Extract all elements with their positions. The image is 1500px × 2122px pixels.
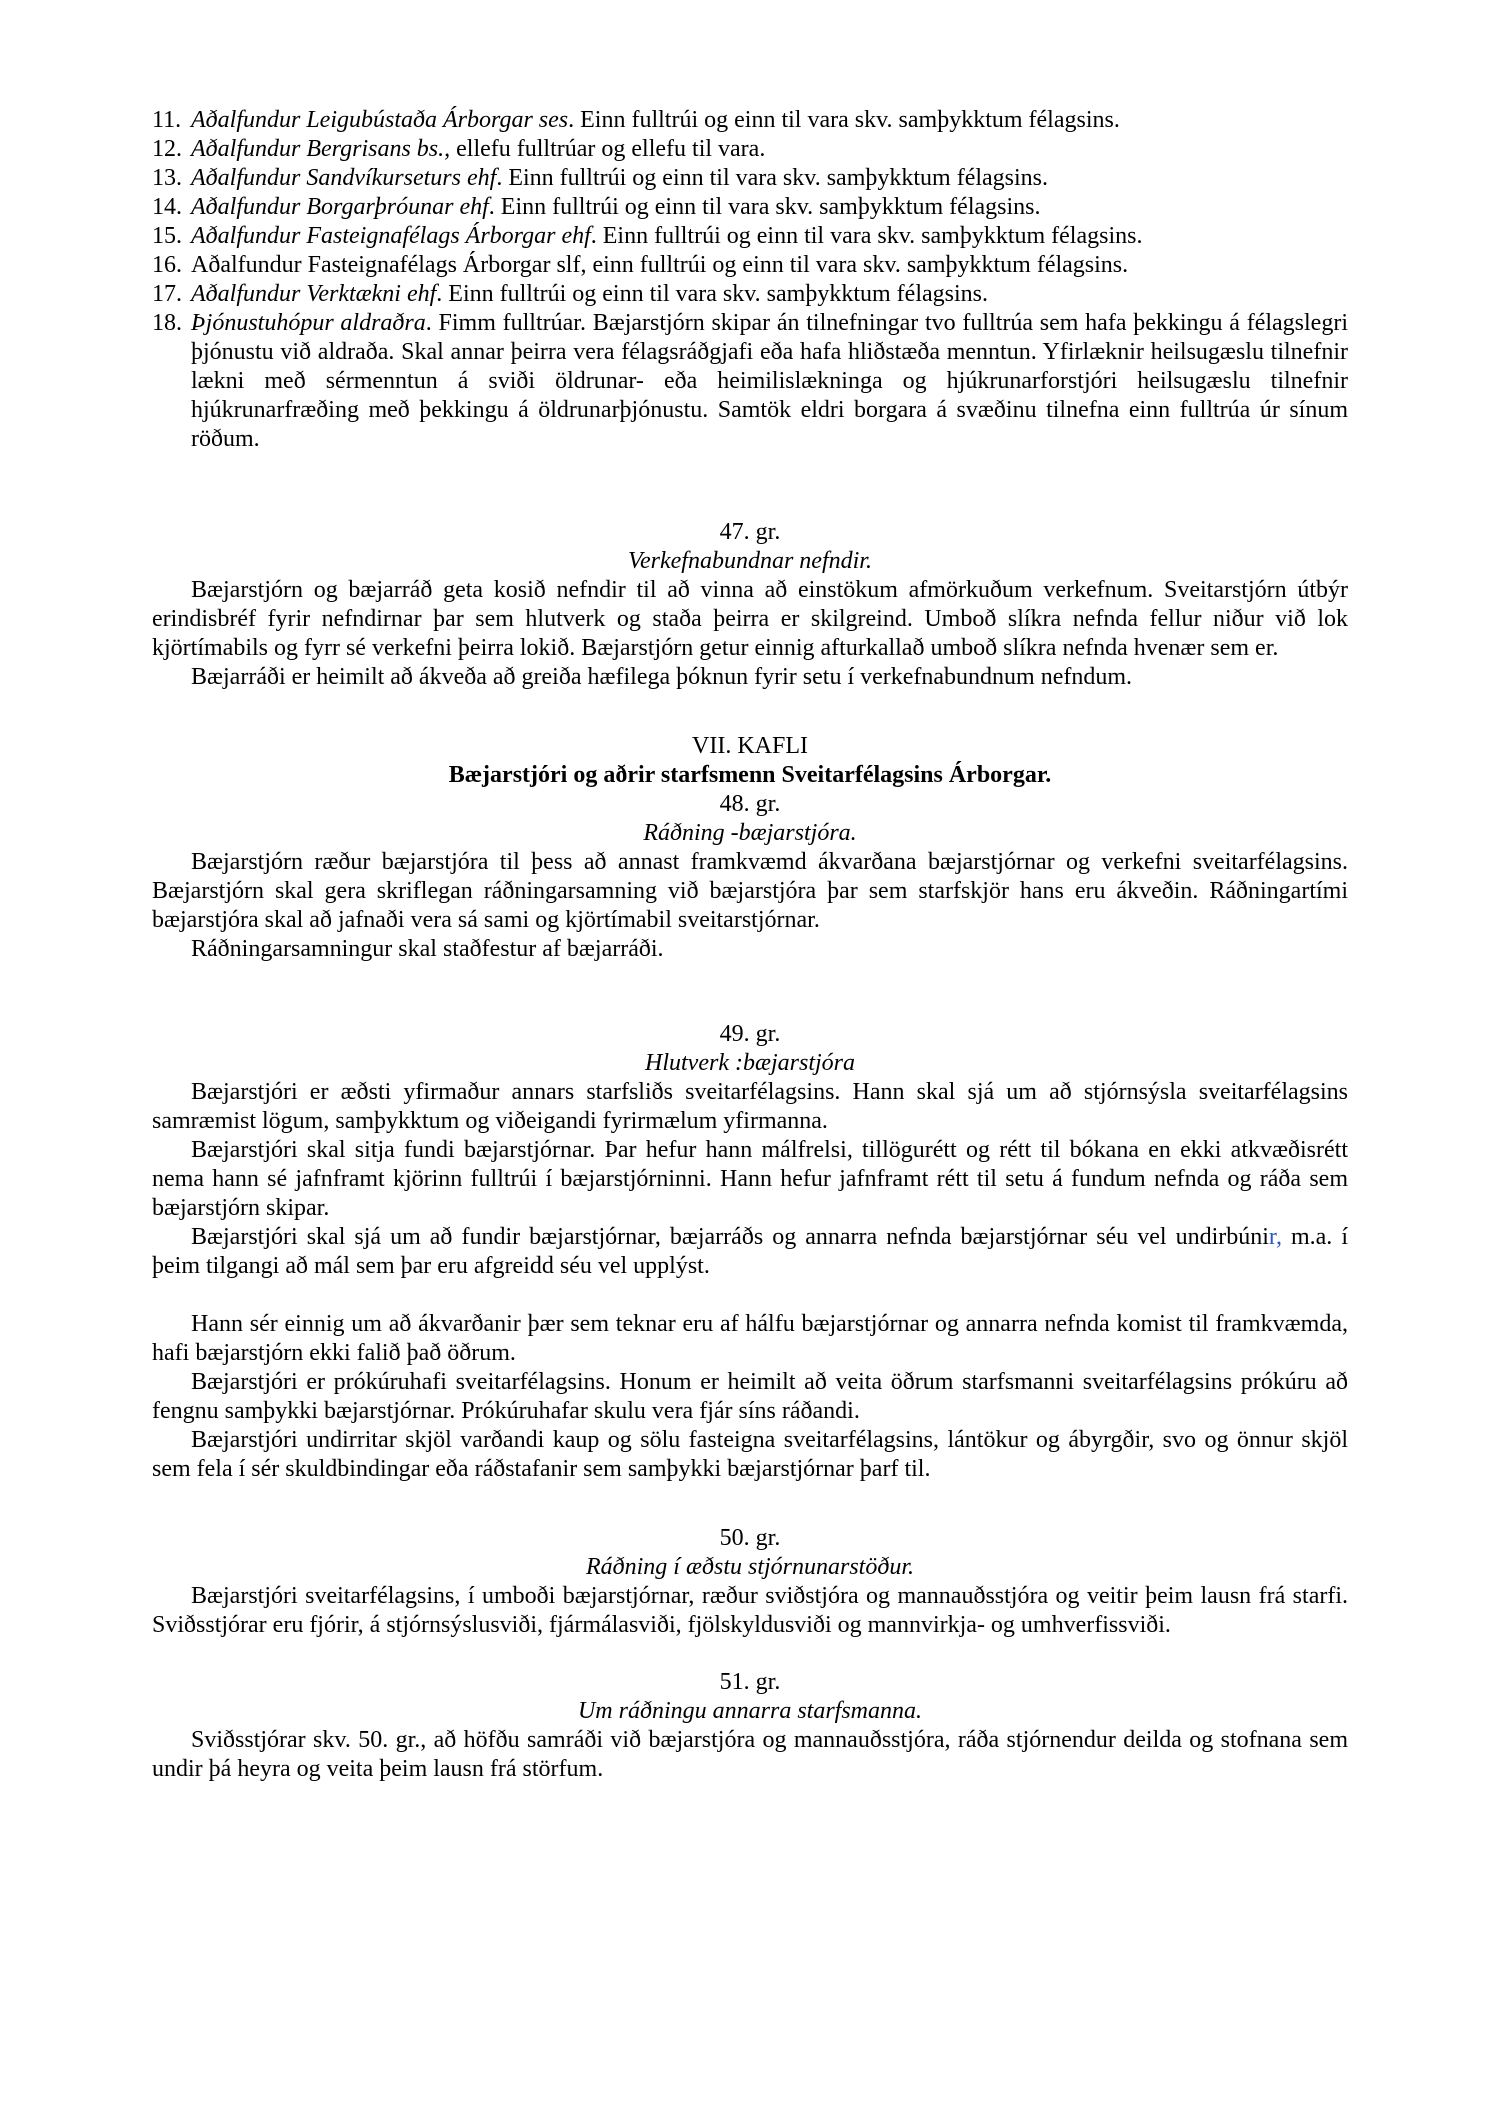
list-item-description: . Einn fulltrúi og einn til vara skv. samþykktum félagsins. xyxy=(488,194,1041,220)
paragraph: Ráðningarsamningur skal staðfestur af bæjarráði. xyxy=(191,936,664,962)
list-item-text xyxy=(191,164,1348,193)
paragraph: Bæjarstjórn ræður bæjarstjóra til þess að annast framkvæmd ákvarðana bæjarstjórnar og verkefni sveitarfélagsins. Bæjarstjórn skal gera skriflegan ráðningarsamning við bæjarstjóra þar sem starfskjör hans eru ákveðin. Ráðningartími bæjarstjóra skal að jafnaði vera sá sami og kjörtímabil sveitarstjórnar. xyxy=(152,849,1348,933)
section-47-subtitle: Verkefnabundnar nefndir. xyxy=(628,548,872,574)
chapter-title: Bæjarstjóri og aðrir starfsmenn Sveitarfélagsins Árborgar. xyxy=(448,762,1052,788)
list-item xyxy=(152,280,1348,309)
section-47-heading: 47. gr. xyxy=(719,519,781,545)
list-item xyxy=(152,251,1348,280)
section-spacer xyxy=(152,964,1348,1020)
list-item-entity: Aðalfundur Sandvíkurseturs ehf xyxy=(191,165,497,191)
section-50-heading: 50. gr. xyxy=(719,1525,781,1551)
section-spacer xyxy=(152,454,1348,518)
list-item-text xyxy=(191,251,1348,280)
list-item-entity: Aðalfundur Borgarþróunar ehf xyxy=(191,194,489,220)
list-item-description: Aðalfundur Fasteignafélags Árborgar slf, einn fulltrúi og einn til vara skv. samþykktum félagsins. xyxy=(191,252,1129,278)
list-item-number: 13. xyxy=(152,165,182,191)
list-item-description: . Einn fulltrúi og einn til vara skv. samþykktum félagsins. xyxy=(568,107,1120,133)
list-item-number: 15. xyxy=(152,223,182,249)
paragraph: Bæjarstjóri skal sitja fundi bæjarstjórnar. Þar hefur hann málfrelsi, tillögurétt og rétt til bókana en ekki atkvæðisrétt nema hann sé jafnframt kjörinn fulltrúi í bæjarstjórninni. Hann hefur jafnframt rétt til setu á fundum nefnda og ráða sem bæjarstjórn skipar. xyxy=(152,1137,1348,1221)
chapter-heading: VII. KAFLI xyxy=(692,733,808,759)
list-item-number: 12. xyxy=(152,136,182,162)
list-item-entity: Þjónustuhópur aldraðra xyxy=(191,310,426,336)
list-item-description: . Fimm fulltrúar. Bæjarstjórn skipar án tilnefningar tvo fulltrúa sem hafa þekkingu á félagslegri þjónustu við aldraða. Skal annar þeirra vera félagsráðgjafi eða hafa hliðstæða menntun. Yfirlæknir heilsugæslu tilnefnir lækni með sérmenntun á sviði öldrunar- eða heimilislækninga og hjúkrunarforstjóri heilsugæslu tilnefnir hjúkrunarfræðing með þekkingu á öldrunarþjónustu. Samtök eldri borgara á svæðinu tilnefna einn fulltrúa úr sínum röðum. xyxy=(191,310,1348,452)
paragraph xyxy=(152,1223,1348,1281)
list-item-description: ellefu fulltrúar og ellefu til vara. xyxy=(450,136,766,162)
list-item-number: 16. xyxy=(152,252,182,278)
paragraph: Hann sér einnig um að ákvarðanir þær sem teknar eru af hálfu bæjarstjórnar og annarra nefnda komist til framkvæmda, hafi bæjarstjórn ekki falið það öðrum. xyxy=(152,1311,1348,1366)
section-spacer xyxy=(152,1484,1348,1524)
tracked-change-text: r, xyxy=(1268,1224,1282,1250)
section-48-subtitle: Ráðning -bæjarstjóra. xyxy=(643,820,857,846)
section-spacer xyxy=(152,1640,1348,1668)
section-50-subtitle: Ráðning í æðstu stjórnunarstöður. xyxy=(585,1554,915,1580)
section-51-heading: 51. gr. xyxy=(719,1669,781,1695)
list-item-entity: Aðalfundur Leigubústaða Árborgar ses xyxy=(191,107,569,133)
list-item-text xyxy=(191,309,1348,454)
paragraph-text: Bæjarstjóri skal sjá um að fundir bæjarstjórnar, bæjarráðs og annarra nefnda bæjarstjórnar séu vel undirbúni xyxy=(191,1224,1269,1250)
list-item-text xyxy=(191,193,1348,222)
numbered-list xyxy=(152,106,1348,454)
blank-line xyxy=(152,1281,1348,1310)
section-49-subtitle: Hlutverk :bæjarstjóra xyxy=(645,1050,855,1076)
section-51-subtitle: Um ráðningu annarra starfsmanna. xyxy=(577,1698,923,1724)
list-item-entity: Aðalfundur Fasteignafélags Árborgar ehf xyxy=(191,223,591,249)
section-49-heading: 49. gr. xyxy=(719,1021,781,1047)
list-item xyxy=(152,106,1348,135)
section-spacer xyxy=(152,692,1348,732)
paragraph-text: m.a. í þeim tilgangi að mál sem þar eru afgreidd séu vel upplýst. xyxy=(152,1224,1348,1279)
list-item-entity: Aðalfundur Bergrisans bs., xyxy=(191,136,451,162)
list-item-number: 17. xyxy=(152,281,182,307)
list-item xyxy=(152,164,1348,193)
list-item-description: . Einn fulltrúi og einn til vara skv. samþykktum félagsins. xyxy=(436,281,988,307)
paragraph: Bæjarstjórn og bæjarráð geta kosið nefndir til að vinna að einstökum afmörkuðum verkefnum. Sveitarstjórn útbýr erindisbréf fyrir nefndirnar þar sem hlutverk og staða þeirra er skilgreind. Umboð slíkra nefnda fellur niður við lok kjörtímabils og fyrr sé verkefni þeirra lokið. Bæjarstjórn getur einnig afturkallað umboð slíkra nefnda hvenær sem er. xyxy=(152,577,1348,661)
list-item-text xyxy=(191,106,1348,135)
list-item xyxy=(152,193,1348,222)
paragraph: Bæjarráði er heimilt að ákveða að greiða hæfilega þóknun fyrir setu í verkefnabundnum nefndum. xyxy=(191,664,1133,690)
list-item-description: . Einn fulltrúi og einn til vara skv. samþykktum félagsins. xyxy=(590,223,1143,249)
paragraph: Bæjarstjóri sveitarfélagsins, í umboði bæjarstjórnar, ræður sviðstjóra og mannauðsstjóra og veitir þeim lausn frá starfi. Sviðsstjórar eru fjórir, á stjórnsýslusviði, fjármálasviði, fjölskyldusviði og mannvirkja- og umhverfissviði. xyxy=(152,1583,1348,1638)
section-48-heading: 48. gr. xyxy=(719,791,781,817)
list-item xyxy=(152,135,1348,164)
list-item-number: 11. xyxy=(152,107,182,133)
list-item-text xyxy=(191,135,1348,164)
list-item-number: 18. xyxy=(152,310,182,336)
list-item-text xyxy=(191,222,1348,251)
list-item-description: . Einn fulltrúi og einn til vara skv. samþykktum félagsins. xyxy=(496,165,1049,191)
paragraph: Bæjarstjóri er æðsti yfirmaður annars starfsliðs sveitarfélagsins. Hann skal sjá um að stjórnsýsla sveitarfélagsins samræmist lögum, samþykktum og viðeigandi fyrirmælum yfirmanna. xyxy=(152,1079,1348,1134)
paragraph: Sviðsstjórar skv. 50. gr., að höfðu samráði við bæjarstjóra og mannauðsstjóra, ráða stjórnendur deilda og stofnana sem undir þá heyra og veita þeim lausn frá störfum. xyxy=(152,1727,1348,1782)
list-item-entity: Aðalfundur Verktækni ehf xyxy=(191,281,437,307)
list-item-text xyxy=(191,280,1348,309)
paragraph: Bæjarstjóri er prókúruhafi sveitarfélagsins. Honum er heimilt að veita öðrum starfsmanni sveitarfélagsins prókúru að fengnu samþykki bæjarstjórnar. Prókúruhafar skulu vera fjár síns ráðandi. xyxy=(152,1369,1348,1424)
list-item xyxy=(152,309,1348,454)
list-item-number: 14. xyxy=(152,194,182,220)
list-item xyxy=(152,222,1348,251)
paragraph: Bæjarstjóri undirritar skjöl varðandi kaup og sölu fasteigna sveitarfélagsins, lántökur og ábyrgðir, svo og önnur skjöl sem fela í sér skuldbindingar eða ráðstafanir sem samþykki bæjarstjórnar þarf til. xyxy=(152,1427,1348,1482)
